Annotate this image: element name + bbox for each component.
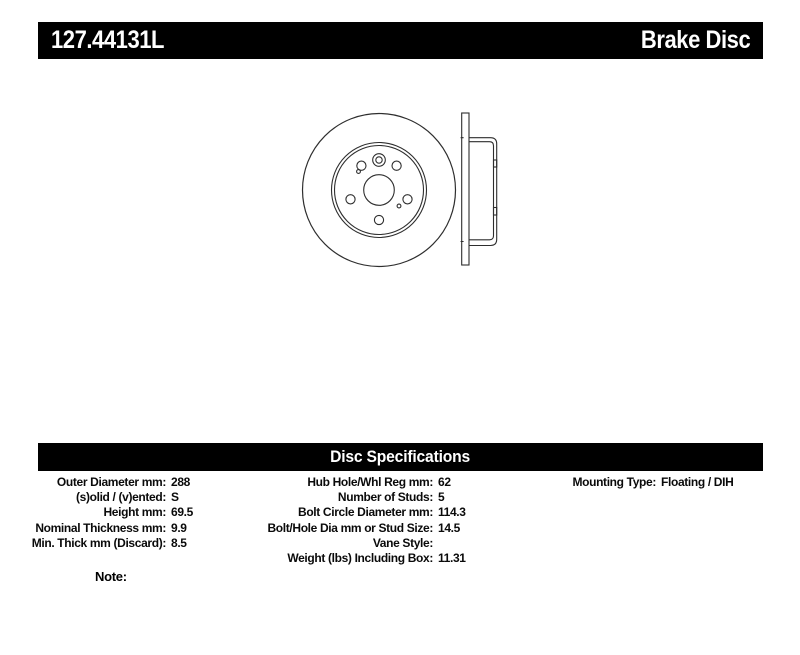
spec-value: Floating / DIH <box>661 475 734 489</box>
spec-value: 288 <box>171 475 190 489</box>
spec-label: Weight (lbs) Including Box: <box>287 550 433 565</box>
spec-row-number-of-studs <box>250 490 466 505</box>
rotor-front-view <box>303 114 456 267</box>
stud-hole-side-mark <box>494 160 497 167</box>
spec-row-mounting-type <box>560 475 733 490</box>
spec-label: (s)olid / (v)ented: <box>75 490 166 505</box>
spec-section-title: Disc Specifications <box>330 447 471 466</box>
spec-row-min-thickness <box>0 536 193 551</box>
spec-section-header <box>38 443 763 471</box>
rotor-outer-edge <box>303 114 456 267</box>
spec-label: Bolt Circle Diameter mm: <box>298 505 433 520</box>
spec-label: Min. Thick mm (Discard): <box>31 535 166 550</box>
spec-row-outer-diameter <box>0 475 193 490</box>
spec-label: Number of Studs: <box>337 490 433 505</box>
spec-row-hub-hole <box>250 475 466 490</box>
spec-label: Hub Hole/Whl Reg mm: <box>307 475 433 489</box>
spec-row-solid-vented <box>0 490 193 505</box>
spec-value: 11.31 <box>438 550 466 565</box>
part-number: 127.44131L <box>51 26 165 54</box>
spec-row-nominal-thickness <box>0 521 193 536</box>
note-label: Note: <box>95 569 127 584</box>
spec-row-weight <box>250 551 466 566</box>
spec-value: 114.3 <box>438 505 466 520</box>
spec-value: S <box>171 490 179 505</box>
spec-label: Bolt/Hole Dia mm or Stud Size: <box>267 520 433 535</box>
spec-value: 14.5 <box>438 520 460 535</box>
spec-label: Mounting Type: <box>572 475 656 489</box>
stud-hole-side-mark <box>494 208 497 216</box>
spec-value: 5 <box>438 490 445 505</box>
hat-inner-profile <box>469 142 494 240</box>
spec-row-height <box>0 505 193 520</box>
spec-label: Outer Diameter mm: <box>56 475 166 489</box>
spec-value: 62 <box>438 475 451 489</box>
hat-ring <box>335 146 424 235</box>
rotor-side-view <box>461 113 497 265</box>
disc-plate-profile <box>462 113 469 265</box>
spec-column-right <box>560 475 733 490</box>
hat-outer-profile <box>469 138 497 246</box>
set-screw-hole <box>373 154 386 167</box>
stud-holes <box>346 161 412 225</box>
title-bar <box>38 22 763 59</box>
spec-column-middle <box>250 475 466 566</box>
spec-value: 69.5 <box>171 505 193 520</box>
spec-value: 8.5 <box>171 535 187 550</box>
spec-column-left <box>0 475 193 551</box>
spec-row-vane-style <box>250 536 466 551</box>
product-type-title: Brake Disc <box>640 26 750 54</box>
spec-label: Vane Style: <box>372 535 433 550</box>
spec-value: 9.9 <box>171 520 187 535</box>
spec-row-bolt-hole-dia <box>250 521 466 536</box>
spec-row-bolt-circle-diameter <box>250 505 466 520</box>
center-hub-hole <box>364 175 395 206</box>
brake-disc-technical-drawing <box>280 95 520 285</box>
spec-label: Nominal Thickness mm: <box>35 520 166 535</box>
spec-label: Height mm: <box>103 505 166 520</box>
